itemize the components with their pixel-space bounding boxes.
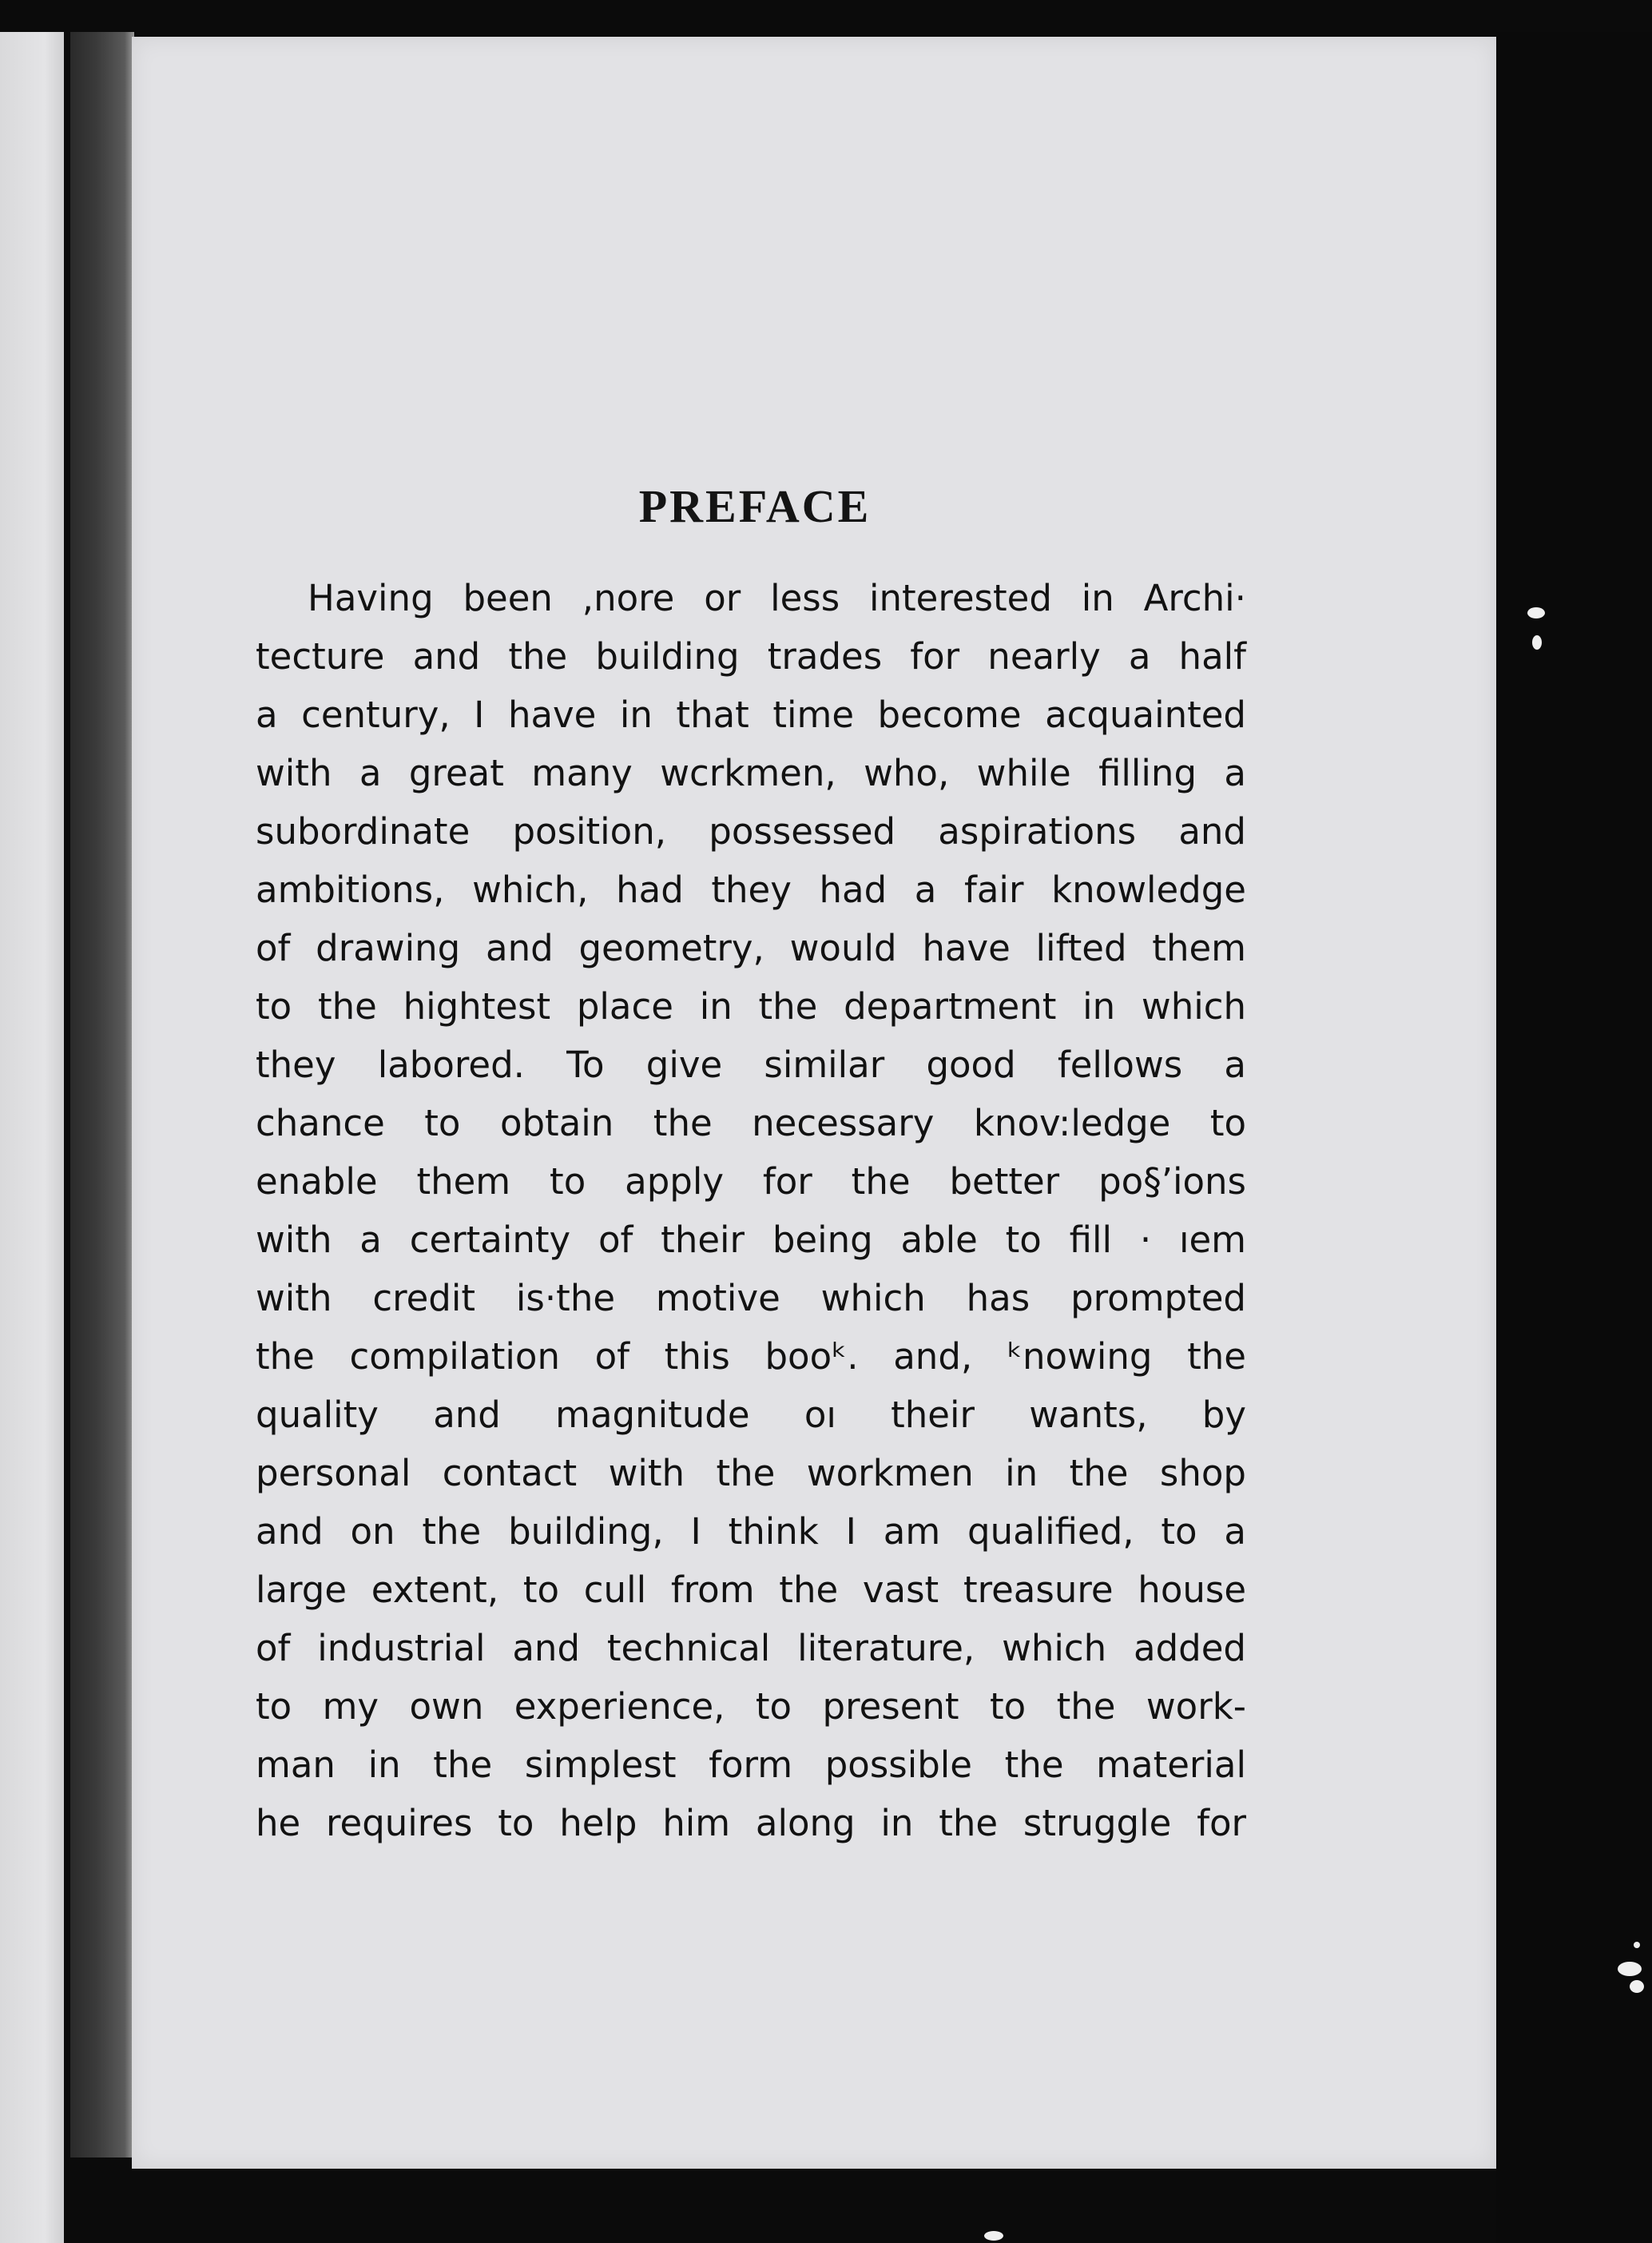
right-margin-dark [1496,32,1652,2243]
text-line: with a certainty of their being able to fill · ıem [256,1219,1246,1261]
text-line: of industrial and technical literature, which added [256,1627,1246,1669]
text-line: large extent, to cull from the vast treasure house [256,1569,1246,1611]
text-line: with a great many wcrkmen, who, while filling a [256,752,1246,794]
text-line: Having been ,nore or less interested in Archi· [308,577,1246,619]
text-line: to my own experience, to present to the work- [256,1685,1246,1728]
text-line: to the hightest place in the department in which [256,985,1246,1028]
text-line: with credit is·the motive which has prompted [256,1277,1246,1319]
scan-speck [1527,607,1545,618]
scan-speck [1618,1962,1642,1976]
scan-speck [1634,1942,1640,1948]
text-line: the compilation of this booᵏ. and, ᵏnowing the [256,1335,1246,1378]
text-line: chance to obtain the necessary knov:ledge to [256,1102,1246,1144]
text-line: a century, I have in that time become acquainted [256,694,1246,736]
text-line: they labored. To give similar good fellows a [256,1044,1246,1086]
page-title: PREFACE [638,480,872,532]
scan-speck [984,2231,1003,2241]
text-line: man in the simplest form possible the material [256,1744,1246,1786]
text-line: enable them to apply for the better po§ʼions [256,1160,1246,1203]
text-line: tecture and the building trades for nearly a half [256,635,1246,678]
text-line: quality and magnitude oı their wants, by [256,1394,1246,1436]
text-line: subordinate position, possessed aspirations and [256,810,1246,853]
text-line: of drawing and geometry, would have lifted them [256,927,1246,969]
scan-speck [1532,635,1542,650]
left-page-strip [0,32,64,2243]
preface-body [256,569,1246,1852]
page-gutter-shadow [70,32,134,2157]
scan-speck [1630,1980,1644,1993]
text-line: and on the building, I think I am qualified, to a [256,1510,1246,1553]
text-line: ambitions, which, had they had a fair knowledge [256,869,1246,911]
text-line: personal contact with the workmen in the shop [256,1452,1246,1494]
text-line: he requires to help him along in the struggle for [256,1802,1246,1844]
